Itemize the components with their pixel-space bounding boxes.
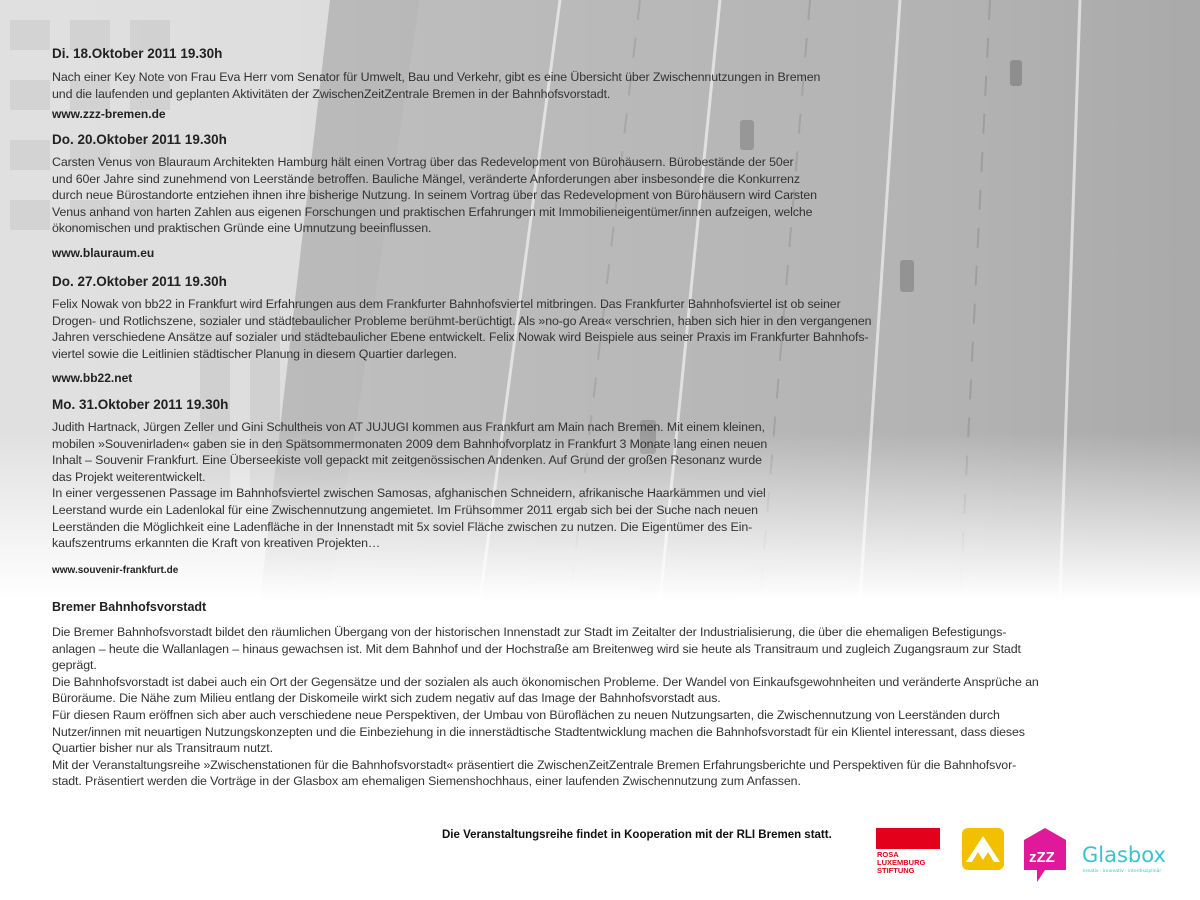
- yellow-logo-mark: [962, 828, 1004, 870]
- cooperation-note: Die Veranstaltungsreihe findet in Kooperation mit der RLI Bremen statt.: [442, 829, 832, 841]
- event-3-link[interactable]: www.bb22.net: [52, 371, 133, 385]
- event-4-date: Mo. 31.Oktober 2011 19.30h: [52, 397, 229, 412]
- glasbox-logo[interactable]: [1082, 842, 1178, 876]
- event-4-line: Leerstand wurde ein Ladenlokal für eine Zwischennutzung angemietet. Im Frühsommer 2011 ergab sich bei der Suche nach neuen: [52, 502, 758, 517]
- event-2-date: Do. 20.Oktober 2011 19.30h: [52, 132, 227, 147]
- section-line: Die Bremer Bahnhofsvorstadt bildet den räumlichen Übergang von der historischen Innenstadt zur Stadt im Zeitalter der Industrialisierung, die über die ehemaligen Befestigungs-: [52, 625, 1007, 639]
- event-3-description: [52, 296, 1032, 362]
- rosa-luxemburg-logo-mark: [876, 828, 942, 874]
- rosa-luxemburg-logo[interactable]: [876, 828, 942, 874]
- event-3-date: Do. 27.Oktober 2011 19.30h: [52, 274, 227, 289]
- event-2-line: Carsten Venus von Blauraum Architekten Hamburg hält einen Vortrag über das Redevelopment von Bürohäusern. Bürobestände der 50er: [52, 155, 794, 169]
- event-4-line: Leerständen die Möglichkeit eine Ladenfläche in der Innenstadt mit 5x soviel Fläche zwischen zu nutzen. Die Eigentümer des Ein-: [52, 519, 753, 534]
- event-4-line: das Projekt weiterentwickelt.: [52, 469, 206, 484]
- section-line: Die Bahnhofsvorstadt ist dabei auch ein Ort der Gegensätze und der sozialen als auch ökonomischen Probleme. Der Wandel von Einkaufsgewohnheiten und veränderte Ansprüche an: [52, 674, 1039, 689]
- event-1-date: Di. 18.Oktober 2011 19.30h: [52, 46, 223, 61]
- event-2-line: durch neue Bürostandorte entziehen ihnen ihre bisherige Nutzung. In seinem Vortrag über das Redevelopment von Bürohäusern wird Carsten: [52, 188, 817, 203]
- event-4-description: [52, 419, 1032, 552]
- section-body: [52, 624, 1039, 790]
- event-4-link[interactable]: www.souvenir-frankfurt.de: [52, 565, 179, 576]
- event-3-line: Drogen- und Rotlichszene, sozialer und städtebaulicher Probleme berühmt-berüchtigt. Als »no-go Area« verschrien, haben sich hier in den vergangenen: [52, 313, 872, 328]
- event-3-line: viertel sowie die Leitlinien städtischer Planung in diesem Quartier darlegen.: [52, 346, 457, 361]
- event-2-line: ökonomischen und praktischen Gründe eine Umnutzung beeinflussen.: [52, 221, 432, 236]
- section-line: anlagen – heute die Wallanlagen – hinaus gewachsen ist. Mit dem Bahnhof und der Hochstraße am Breitenweg wird sie heute als Transitraum und zugleich Zugangsraum zur Stadt: [52, 641, 1021, 656]
- event-1-link[interactable]: www.zzz-bremen.de: [52, 107, 166, 121]
- event-4-line: Inhalt – Souvenir Frankfurt. Eine Überseekiste voll gepackt mit zeitgenössischen Andenken. Auf Grund der großen Resonanz wurde: [52, 453, 762, 468]
- section-line: geprägt.: [52, 658, 97, 673]
- rosa-logo-line1: ROSA: [877, 850, 899, 859]
- event-2-line: und 60er Jahre sind zunehmend von Leerstände betroffen. Bauliche Mängel, veränderte Anforderungen aber insbesondere die Konkurrenz: [52, 171, 800, 186]
- section-line: Mit der Veranstaltungsreihe »Zwischenstationen für die Bahnhofsvorstadt« präsentiert die ZwischenZeitZentrale Bremen Erfahrungsberichte und Perspektiven für die Bahnhofsvor-: [52, 757, 1017, 772]
- rosa-logo-line3: STIFTUNG: [877, 866, 915, 874]
- event-2-line: Venus anhand von harten Zahlen aus eigenen Forschungen und praktischen Erfahrungen mit Immobilieneigentümer/innen aufzeigen, welche: [52, 204, 813, 219]
- glasbox-tagline: kreativ · innovativ · interdisziplinär: [1083, 869, 1162, 874]
- zzz-logo-mark: [1022, 826, 1068, 884]
- yellow-logo[interactable]: [962, 828, 1004, 870]
- section-line: Büroräume. Die Nähe zum Milieu entlang der Diskomeile wirkt sich zudem negativ auf das Image der Bahnhofsvorstadt aus.: [52, 691, 721, 706]
- glasbox-logo-mark: [1082, 842, 1178, 876]
- event-1-line: Nach einer Key Note von Frau Eva Herr vom Senator für Umwelt, Bau und Verkehr, gibt es eine Übersicht über Zwischennutzungen in Bremen: [52, 70, 821, 84]
- event-3-line: Felix Nowak von bb22 in Frankfurt wird Erfahrungen aus dem Frankfurter Bahnhofsviertel mitbringen. Das Frankfurter Bahnhofsviertel ist ob seiner: [52, 297, 841, 311]
- event-2-link[interactable]: www.blauraum.eu: [52, 246, 155, 260]
- event-4-line: In einer vergessenen Passage im Bahnhofsviertel zwischen Samosas, afghanischen Schneidern, afrikanische Haarkämmen und viel: [52, 486, 766, 501]
- event-3-line: Jahren verschiedene Ansätze auf sozialer und städtebaulicher Ebene entwickelt. Felix Nowak wird Beispiele aus seiner Praxis im Frankfurter Bahnhofs-: [52, 330, 869, 345]
- section-line: Für diesen Raum eröffnen sich aber auch verschiedene neue Perspektiven, der Umbau von Büroflächen zu neuen Nutzungsarten, die Zwischennutzung von Leerständen durch: [52, 707, 1000, 722]
- glasbox-logo-text: Glasbox: [1082, 843, 1166, 867]
- event-4-line: kaufszentrums erkannten die Kraft von kreativen Projekten…: [52, 536, 381, 551]
- section-line: Nutzer/innen mit neuartigen Nutzungskonzepten und die Einbeziehung in die innerstädtische Stadtentwicklung machen die Bahnhofsvorstadt für ein Klientel interessant, dass dieses: [52, 724, 1025, 739]
- section-line: Quartier bisher nur als Transitraum nutzt.: [52, 741, 273, 756]
- zzz-logo[interactable]: [1022, 826, 1068, 884]
- section-title: Bremer Bahnhofsvorstadt: [52, 600, 207, 614]
- event-1-line: und die laufenden und geplanten Aktivitäten der ZwischenZeitZentrale Bremen in der Bahnhofsvorstadt.: [52, 86, 611, 101]
- section-line: stadt. Präsentiert werden die Vorträge in der Glasbox am ehemaligen Siemenshochhaus, einer laufenden Zwischennutzung zum Anfassen.: [52, 774, 801, 789]
- rosa-logo-line2: LUXEMBURG: [877, 858, 926, 867]
- zzz-logo-text: zZZ: [1029, 849, 1055, 866]
- event-1-description: [52, 69, 1032, 102]
- event-4-line: Judith Hartnack, Jürgen Zeller und Gini Schultheis von AT JUJUGI kommen aus Frankfurt am Main nach Bremen. Mit einem kleinen,: [52, 420, 765, 434]
- event-4-line: mobilen »Souvenirladen« gaben sie in den Spätsommermonaten 2009 dem Bahnhofvorplatz in Frankfurt 3 Monate lang einen neuen: [52, 436, 768, 451]
- event-2-description: [52, 154, 1032, 237]
